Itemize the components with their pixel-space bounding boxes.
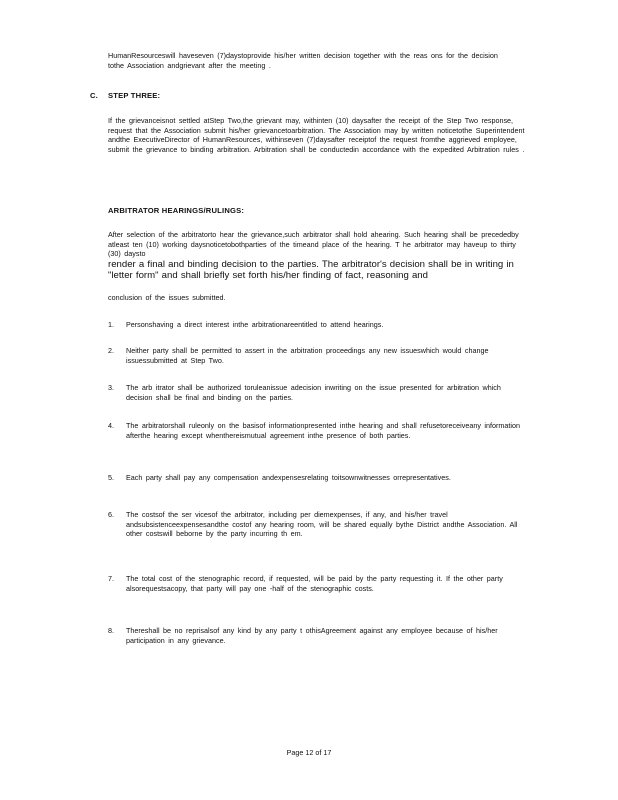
- step-three-paragraph: If the grievanceisnot settled atStep Two,the grievant may, withinten (10) daysafter the receipt of the Step Two response, request that the Association submit his/her grievancetoarbitration. The Association may by written noticetothe Superintendent andthe ExecutiveDirector of HumanResources, withinseven (7)daysafter receiptof the request fromthe aggrieved employee, submit the grievance to binding arbitration. Arbitration shall be conductedin accordance with the expedited Arbitration rules .: [108, 116, 525, 154]
- step-three-heading: STEP THREE:: [108, 91, 161, 100]
- arbitrator-paragraph-large: render a final and binding decision to the parties. The arbitrator's decision shall be in writing in "letter form" and shall briefly set forth his/her finding of fact, reasoning and: [108, 259, 514, 282]
- intro-paragraph: HumanResourceswill haveseven (7)daystoprovide his/her written decision together with the reas ons for the decision tothe Association andgrievant after the meeting .: [108, 51, 498, 70]
- rule-number: 6.: [108, 510, 114, 519]
- rule-text: The arb itrator shall be authorized toruleanissue adecision inwriting on the issue presented for arbitration which decision shall be final and binding on the parties.: [126, 383, 501, 402]
- rule-number: 8.: [108, 626, 114, 635]
- rule-text: The arbitratorshall ruleonly on the basisof informationpresented inthe hearing and shall refusetoreceiveany information afterthe hearing except whenthereismutual agreement inthe presence of both parties.: [126, 421, 520, 440]
- rule-number: 7.: [108, 574, 114, 583]
- rule-number: 3.: [108, 383, 114, 392]
- rule-text: Each party shall pay any compensation andexpensesrelating toitsownwitnesses orrepresentatives.: [126, 473, 451, 482]
- rule-number: 5.: [108, 473, 114, 482]
- page-footer: Page 12 of 17: [286, 748, 332, 757]
- rule-text: Thereshall be no reprisalsof any kind by any party t othisAgreement against any employee because of his/her participation in any grievance.: [126, 626, 498, 645]
- rule-text: The costsof the ser vicesof the arbitrator, including per diemexpenses, if any, and his/her travel andsubsistenceexpensesandthe costof any hearing room, will be shared equally bythe District andthe Association. All other costswill beborne by the party incurring th em.: [126, 510, 518, 539]
- rule-number: 2.: [108, 346, 114, 355]
- arbitrator-paragraph-intro: After selection of the arbitratorto hear the grievance,such arbitrator shall hold ahearing. Such hearing shall be precededby atleast ten (10) working daysnoticetobothparties of the timeand place of the hearing. T he arbitrator may haveup to thirty (30) daysto: [108, 230, 519, 259]
- rule-number: 1.: [108, 320, 114, 329]
- rule-text: The total cost of the stenographic record, if requested, will be paid by the party requesting it. If the other party alsorequestsacopy, that party will pay one -half of the stenographic costs.: [126, 574, 503, 593]
- arbitrator-heading: ARBITRATOR HEARINGS/RULINGS:: [108, 206, 245, 215]
- step-three-label: C.: [90, 91, 98, 100]
- rule-text: Neither party shall be permitted to assert in the arbitration proceedings any new issueswhich would change issuessubmitted at Step Two.: [126, 346, 489, 365]
- rule-number: 4.: [108, 421, 114, 430]
- arbitrator-paragraph-end: conclusion of the issues submitted.: [108, 293, 226, 302]
- rule-text: Personshaving a direct interest inthe arbitrationareentitled to attend hearings.: [126, 320, 384, 329]
